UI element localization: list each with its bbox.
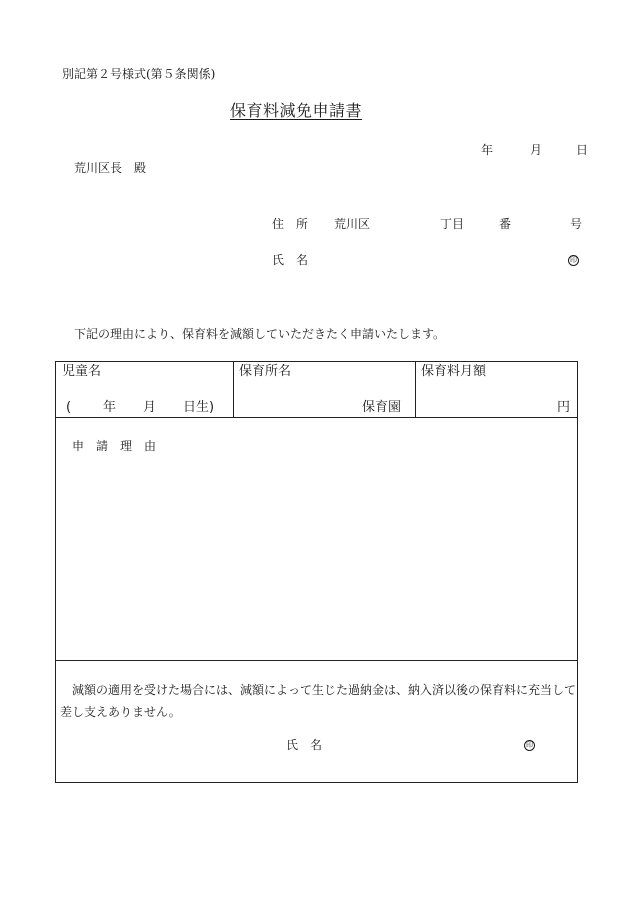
address-label: 住 所 (272, 217, 309, 231)
nursery-suffix: 保育園 (362, 400, 402, 415)
reason-label: 申 請 理 由 (72, 439, 157, 453)
addressee: 荒川区長 殿 (74, 161, 147, 175)
fee-unit: 円 (557, 400, 571, 415)
birth-month-label: 月 (143, 400, 157, 415)
form-number: 別記第２号様式(第５条関係) (62, 67, 216, 81)
address-chome: 丁目 (440, 217, 465, 231)
seal-icon: 印 (570, 256, 577, 264)
address-ward: 荒川区 (334, 217, 371, 231)
birth-day-label: 日生) (183, 400, 215, 415)
date-year-label: 年 (481, 143, 494, 157)
address-ban: 番 (499, 217, 512, 231)
intro-text: 下記の理由により、保育料を減額していただきたく申請いたします。 (74, 327, 446, 341)
consent-name-label: 氏 名 (286, 738, 323, 752)
nursery-header: 保育所名 (239, 364, 292, 379)
consent-seal-icon: 印 (526, 741, 533, 749)
document-title: 保育料減免申請書 (230, 101, 363, 120)
address-go: 号 (570, 217, 583, 231)
consent-text-line1: 減額の適用を受けた場合には、減額によって生じた過納金は、納入済以後の保育料に充当して (72, 683, 577, 697)
consent-text-line2: 差し支えありません。 (60, 705, 181, 719)
applicant-name-label: 氏 名 (272, 253, 309, 267)
monthly-fee-header: 保育料月額 (421, 364, 487, 379)
date-month-label: 月 (530, 143, 543, 157)
birth-year-label: 年 (103, 400, 117, 415)
child-name-header: 児童名 (62, 364, 102, 379)
date-day-label: 日 (576, 143, 589, 157)
birth-open-paren: ( (66, 400, 72, 415)
